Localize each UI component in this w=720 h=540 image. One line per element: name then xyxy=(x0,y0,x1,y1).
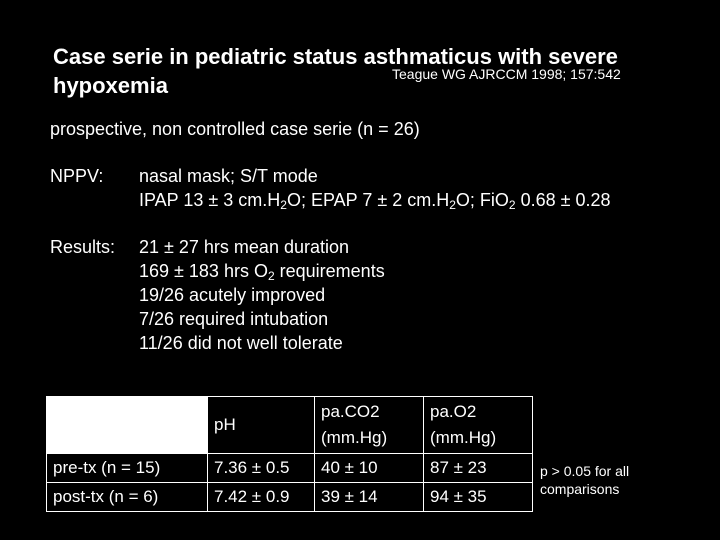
nppv-label: NPPV: xyxy=(50,166,104,186)
table-cell: 39 ± 14 xyxy=(315,483,424,512)
stats-note-line2: comparisons xyxy=(540,481,620,497)
table-header-pao2: pa.O2 (mm.Hg) xyxy=(424,397,533,454)
table-cell: 94 ± 35 xyxy=(424,483,533,512)
table-header-ph: pH xyxy=(208,397,315,454)
table-cell: 87 ± 23 xyxy=(424,454,533,483)
slide-title-line1: Case serie in pediatric status asthmaticus with severe xyxy=(53,44,618,69)
results-line4: 7/26 required intubation xyxy=(139,309,329,329)
table-header-row xyxy=(47,397,533,454)
table-row xyxy=(47,483,533,512)
table-cell: 7.42 ± 0.9 xyxy=(208,483,315,512)
slide-title-line2: hypoxemia xyxy=(53,73,168,98)
citation: Teague WG AJRCCM 1998; 157:542 xyxy=(392,66,621,82)
results-label: Results: xyxy=(50,237,116,257)
stats-note-line1: p > 0.05 for all xyxy=(540,463,630,479)
results-line2: 169 ± 183 hrs $O_2$ requirements xyxy=(139,261,385,283)
table-cell: 7.36 ± 0.5 xyxy=(208,454,315,483)
blood-gas-table xyxy=(46,396,533,512)
table-header-paco2: pa.CO2 (mm.Hg) xyxy=(315,397,424,454)
nppv-line2: IPAP 13 ± 3 $cm.H_2O$; EPAP 7 ± 2 $cm.H_2O$; FiO$_2$ 0.68 ± 0.28 xyxy=(139,190,611,212)
table-header-blank xyxy=(47,397,208,454)
results-line5: 11/26 did not well tolerate xyxy=(139,333,343,353)
nppv-line1: nasal mask; S/T mode xyxy=(139,166,318,186)
table-cell: pre-tx (n = 15) xyxy=(47,454,208,483)
table-row xyxy=(47,454,533,483)
table-cell: post-tx (n = 6) xyxy=(47,483,208,512)
results-line3: 19/26 acutely improved xyxy=(139,285,326,305)
table-cell: 40 ± 10 xyxy=(315,454,424,483)
results-line1: 21 ± 27 hrs mean duration xyxy=(139,237,350,257)
study-design: prospective, non controlled case serie (n = 26) xyxy=(50,119,420,139)
